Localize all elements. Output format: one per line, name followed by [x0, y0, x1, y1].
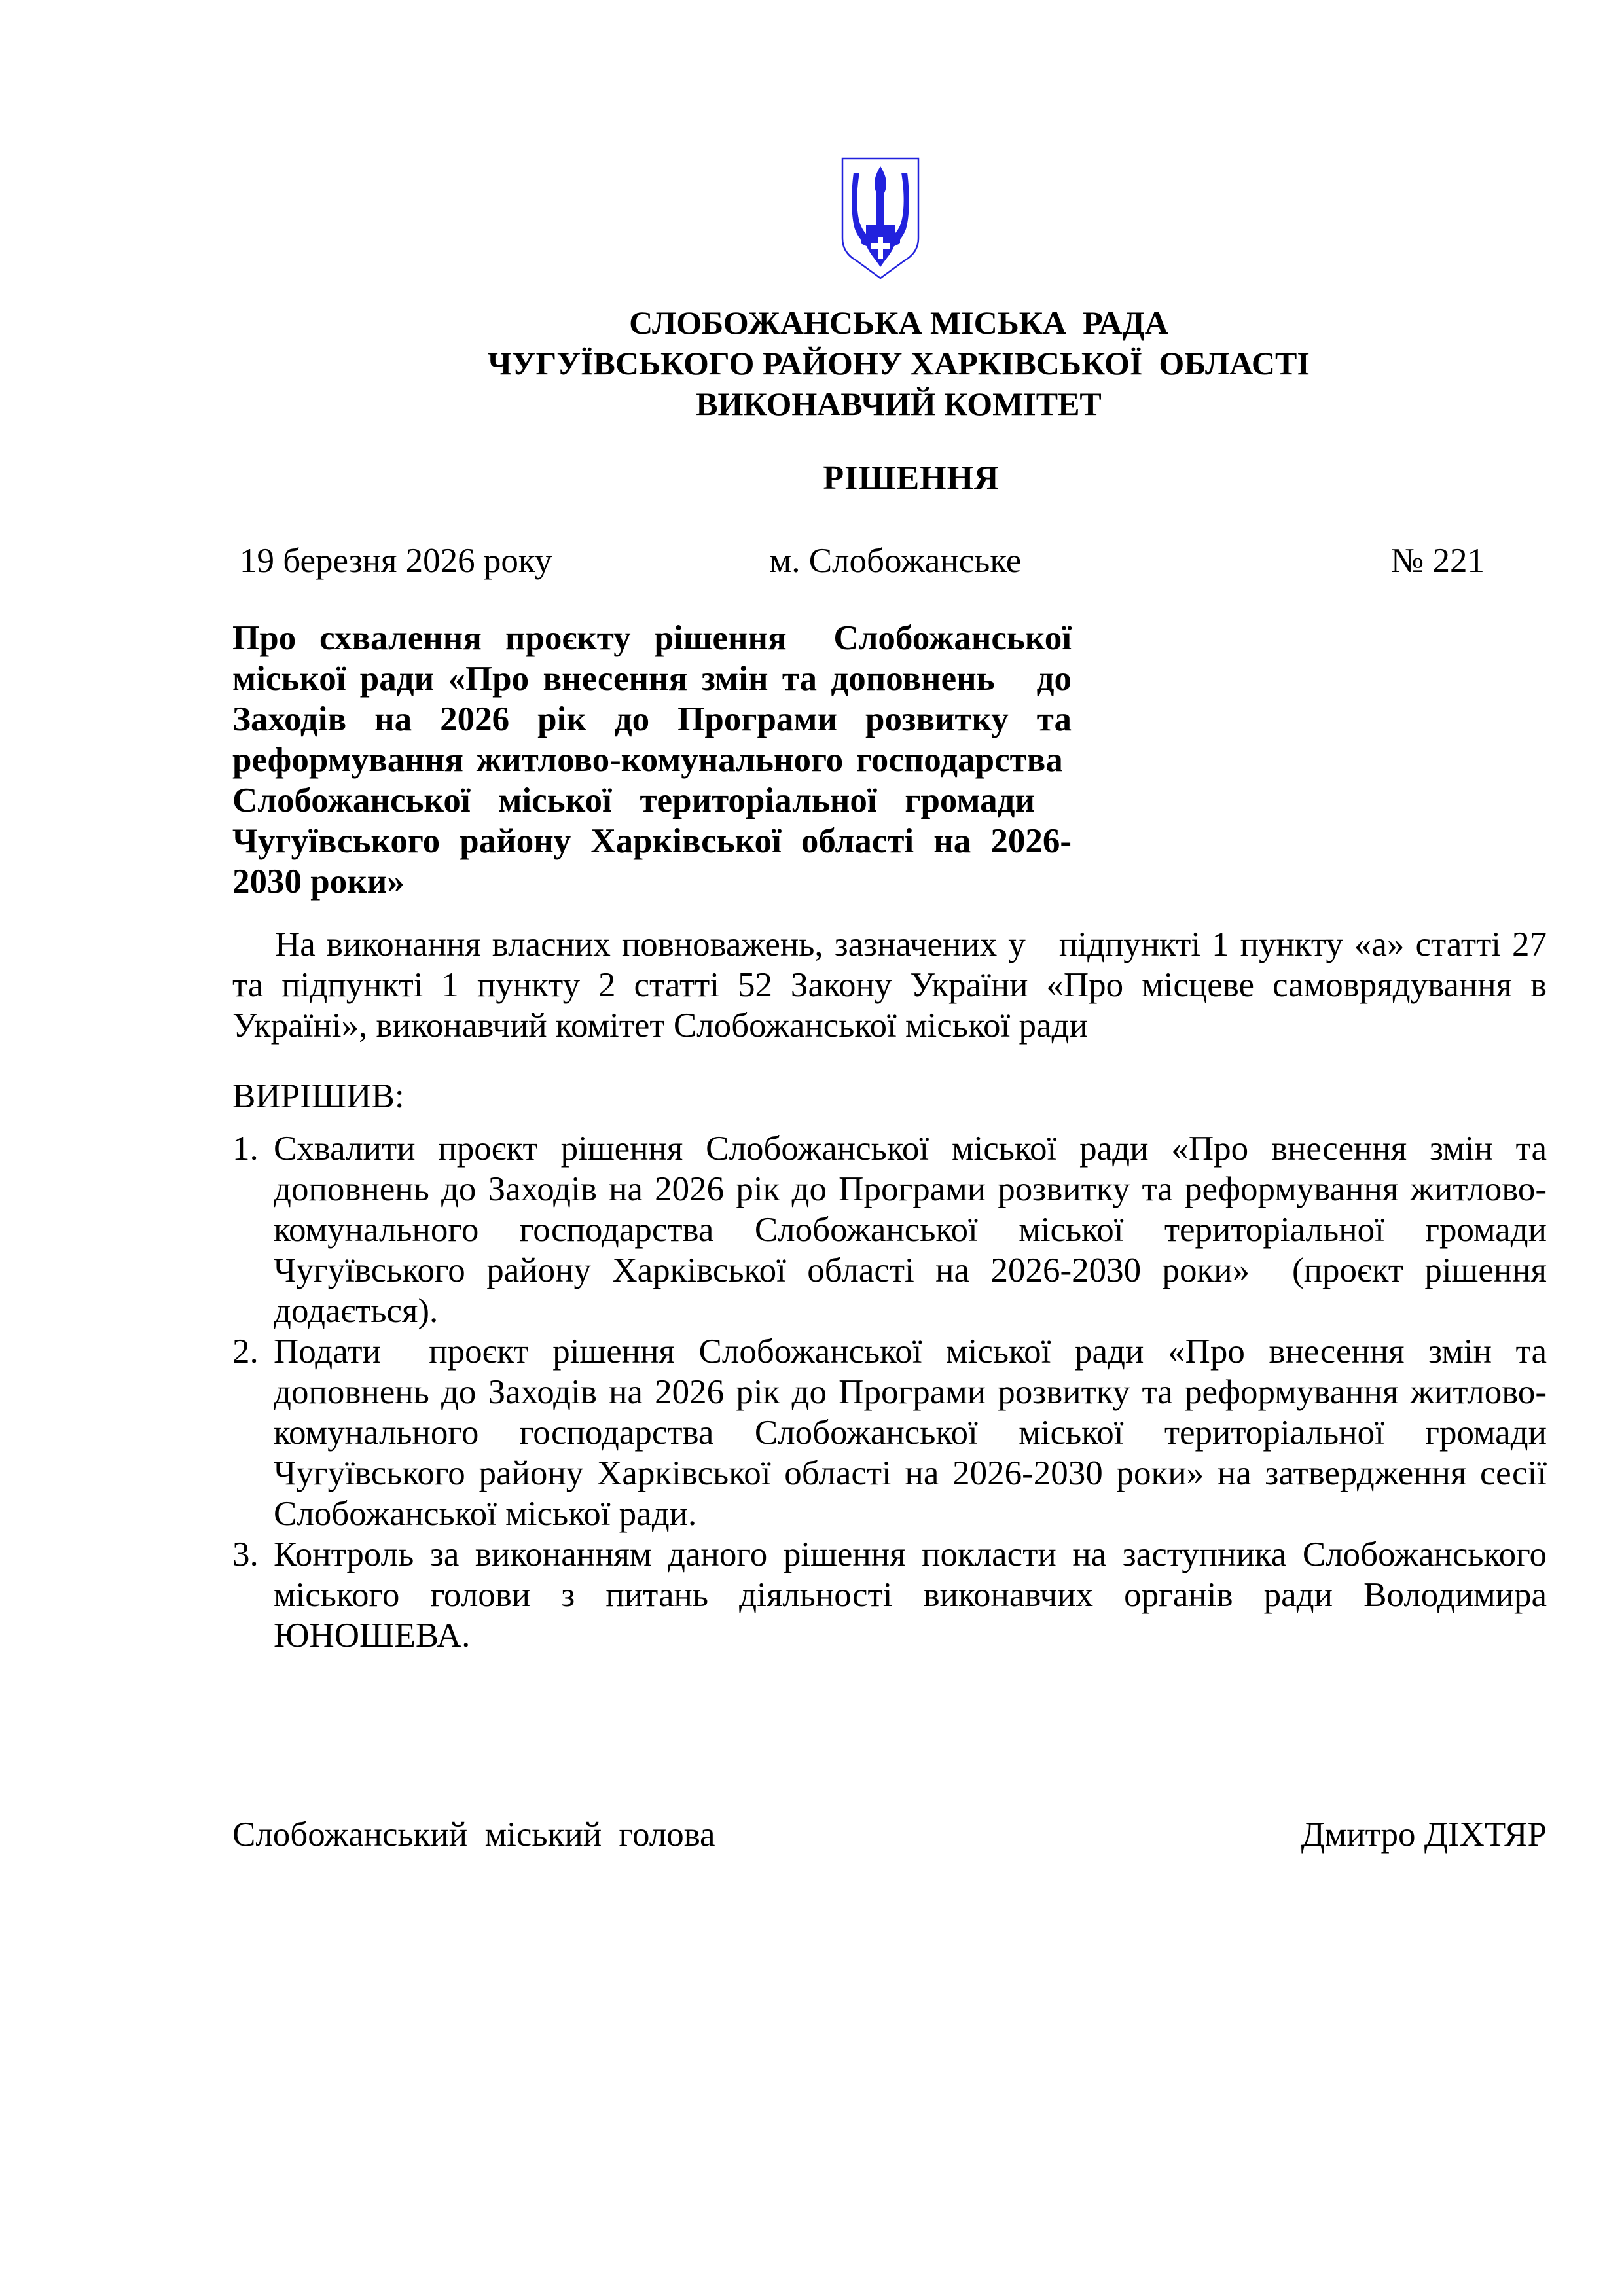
- meta-row: [232, 541, 1547, 581]
- preamble-paragraph: На виконання власних повноважень, зазначених у підпункті 1 пункту «а» статті 27 та підпункті 1 пункту 2 статті 52 Закону України «Про місцеве самоврядування в Україні», виконавчий комітет Слобожанської міської ради: [232, 925, 1547, 1045]
- document-date: 19 березня 2026 року: [240, 542, 552, 580]
- org-name-line1: СЛОБОЖАНСЬКА МІСЬКА РАДА: [629, 304, 1168, 341]
- document-number: № 221: [1390, 542, 1485, 580]
- item-1-text: Схвалити проєкт рішення Слобожанської міської ради «Про внесення змін та доповнень до Заходів на 2026 рік до Програми розвитку та реформування житлово-комунального господарства Слобожанської міської територіальної громади Чугуївського району Харківської області на 2026-2030 роки» (проєкт рішення додається).: [274, 1130, 1547, 1330]
- decision-item-2: [232, 1331, 1547, 1534]
- item-3-text: Контроль за виконанням даного рішення покласти на заступника Слобожанського міського голови з питань діяльності виконавчих органів ради Володимира ЮНОШЕВА.: [274, 1535, 1547, 1655]
- decision-items: [232, 1128, 1547, 1656]
- organization-header: [232, 302, 1547, 424]
- decision-item-3: [232, 1534, 1547, 1656]
- item-1-number: 1.: [232, 1130, 259, 1168]
- signature-row: [232, 1814, 1547, 1855]
- signature-name: Дмитро ДІХТЯР: [1301, 1816, 1547, 1854]
- org-name-line2: ЧУГУЇВСЬКОГО РАЙОНУ ХАРКІВСЬКОЇ ОБЛАСТІ: [488, 345, 1310, 382]
- ukraine-trident-emblem-icon: [837, 156, 924, 281]
- resolved-label: ВИРІШИВ:: [232, 1077, 405, 1115]
- item-2-text: Подати проєкт рішення Слобожанської міської ради «Про внесення змін та доповнень до Заходів на 2026 рік до Програми розвитку та реформування житлово-комунального господарства Слобожанської міської територіальної громади Чугуївського району Харківської області на 2026-2030 роки» на затвердження сесії Слобожанської міської ради.: [274, 1333, 1547, 1533]
- item-3-number: 3.: [232, 1535, 259, 1573]
- item-2-number: 2.: [232, 1333, 259, 1371]
- document-type-title: РІШЕННЯ: [823, 459, 1000, 497]
- emblem-row: [232, 0, 1547, 281]
- subject-paragraph: Про схвалення проєкту рішення Слобожанської міської ради «Про внесення змін та доповнень до Заходів на 2026 рік до Програми розвитку та реформування житлово-комунального господарства Слобожанської міської територіальної громади Чугуївського району Харківської області на 2026-2030 роки»: [232, 619, 1072, 901]
- signature-position: Слобожанський міський голова: [232, 1816, 715, 1854]
- document-place: м. Слобожанське: [769, 542, 1022, 580]
- org-name-line3: ВИКОНАВЧИЙ КОМІТЕТ: [696, 386, 1102, 422]
- decision-item-1: [232, 1128, 1547, 1331]
